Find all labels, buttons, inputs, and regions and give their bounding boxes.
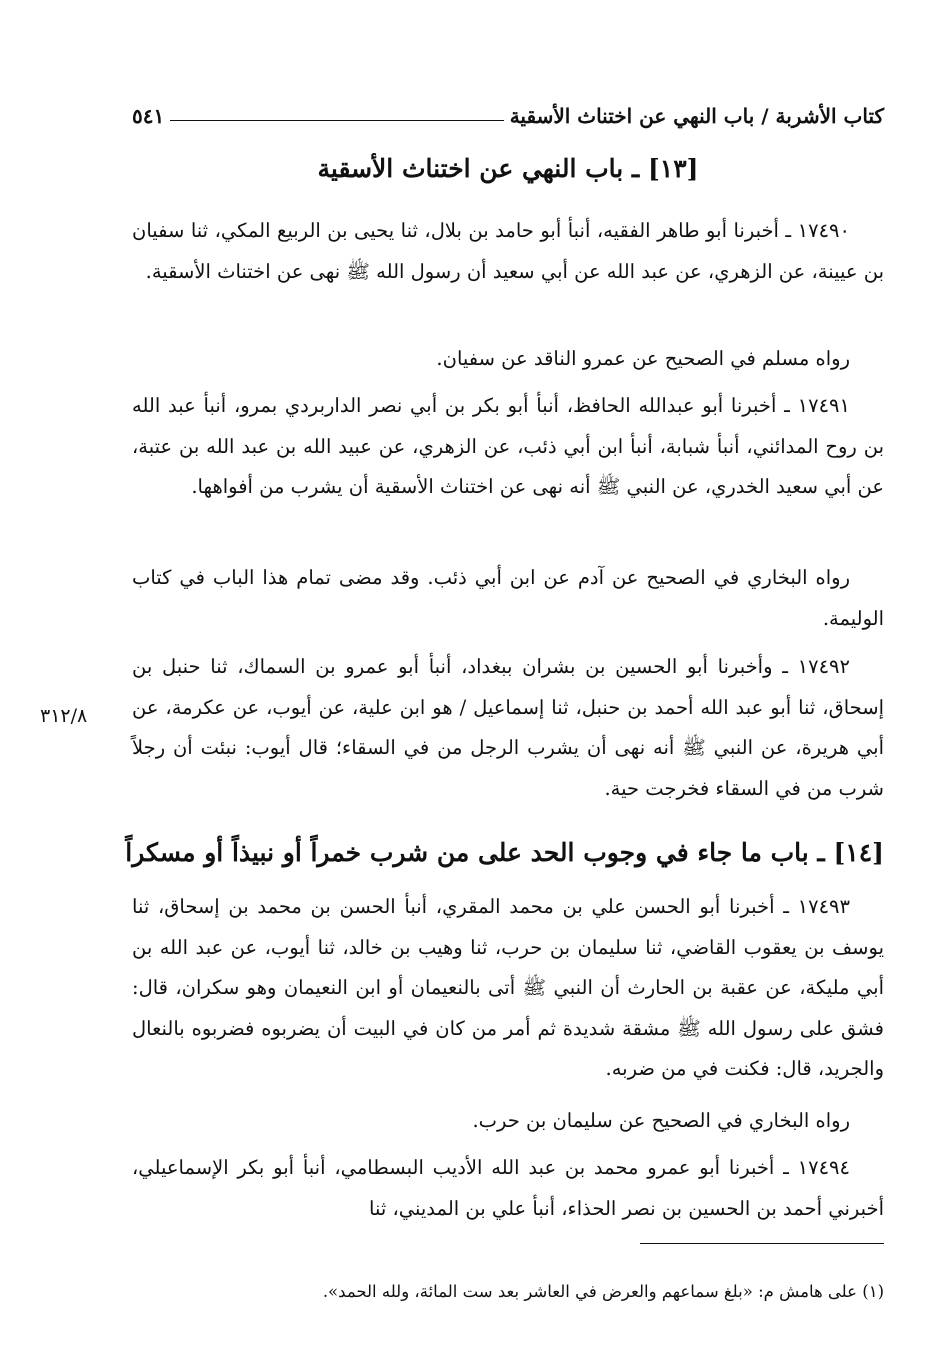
- footnote: (١) على هامش م: «بلغ سماعهم والعرض في العاشر بعد ست المائة، ولله الحمد».: [322, 1282, 884, 1301]
- narration-note-17493: رواه البخاري في الصحيح عن سليمان بن حرب.: [472, 1109, 850, 1132]
- hadith-17491: ١٧٤٩١ ـ أخبرنا أبو عبدالله الحافظ، أنبأ أبو بكر بن أبي نصر الداربردي بمرو، أنبأ عبد الله بن روح المدائني، أنبأ شبابة، أنبأ ابن أبي ذئب، عن الزهري، عن عبيد الله بن عبد الله بن عتبة، عن أبي سعيد الخدري، عن النبي ﷺ أنه نهى عن اختناث الأسقية أن يشرب من أفواهها.: [132, 394, 884, 498]
- narration-note-17491: رواه البخاري في الصحيح عن آدم عن ابن أبي ذئب. وقد مضى تمام هذا الباب في كتاب الوليمة.: [132, 566, 884, 630]
- running-title: كتاب الأشربة / باب النهي عن اختناث الأسقية: [509, 104, 884, 128]
- narration-note-17490: رواه مسلم في الصحيح عن عمرو الناقد عن سفيان.: [436, 347, 850, 370]
- page-number: ٥٤١: [132, 104, 165, 128]
- hadith-17492: ١٧٤٩٢ ـ وأخبرنا أبو الحسين بن بشران ببغداد، أنبأ أبو عمرو بن السماك، ثنا حنبل بن إسحاق، ثنا أبو عبد الله أحمد بن حنبل، ثنا إسماعيل / هو ابن علية، عن أيوب، عن عكرمة، عن أبي هريرة، عن النبي ﷺ أنه نهى أن يشرب الرجل من في السقاء؛ قال أيوب: نبئت أن رجلاً شرب من في السقاء فخرجت حية.: [132, 655, 884, 800]
- hadith-17490: ١٧٤٩٠ ـ أخبرنا أبو طاهر الفقيه، أنبأ أبو حامد بن بلال، ثنا يحيى بن الربيع المكي، ثنا سفيان بن عيينة، عن الزهري، عن عبد الله عن أبي سعيد أن رسول الله ﷺ نهى عن اختناث الأسقية.: [132, 219, 884, 283]
- header-rule: [170, 120, 503, 121]
- footnote-separator: [640, 1243, 884, 1244]
- section-heading-13: [١٣] ـ باب النهي عن اختناث الأسقية: [317, 154, 699, 183]
- hadith-17494: ١٧٤٩٤ ـ أخبرنا أبو عمرو محمد بن عبد الله الأديب البسطامي، أنبأ أبو بكر الإسماعيلي، أخبرني أحمد بن الحسين بن نصر الحذاء، أنبأ علي بن المديني، ثنا: [132, 1156, 884, 1220]
- running-header: [132, 92, 884, 128]
- margin-volume-page-ref: ٣١٢/٨: [40, 705, 88, 727]
- hadith-17493: ١٧٤٩٣ ـ أخبرنا أبو الحسن علي بن محمد المقري، أنبأ الحسن بن محمد بن إسحاق، ثنا يوسف بن يعقوب القاضي، ثنا سليمان بن حرب، ثنا وهيب بن خالد، ثنا أيوب، عن عبد الله بن أبي مليكة، عن عقبة بن الحارث أن النبي ﷺ أتى بالنعيمان أو ابن النعيمان وهو سكران، قال: فشق على رسول الله ﷺ مشقة شديدة ثم أمر من كان في البيت أن يضربوه فضربوه بالنعال والجريد، قال: فكنت في من ضربه.: [132, 895, 884, 1080]
- section-heading-14: [١٤] ـ باب ما جاء في وجوب الحد على من شرب خمراً أو نبيذاً أو مسكراً: [125, 838, 884, 867]
